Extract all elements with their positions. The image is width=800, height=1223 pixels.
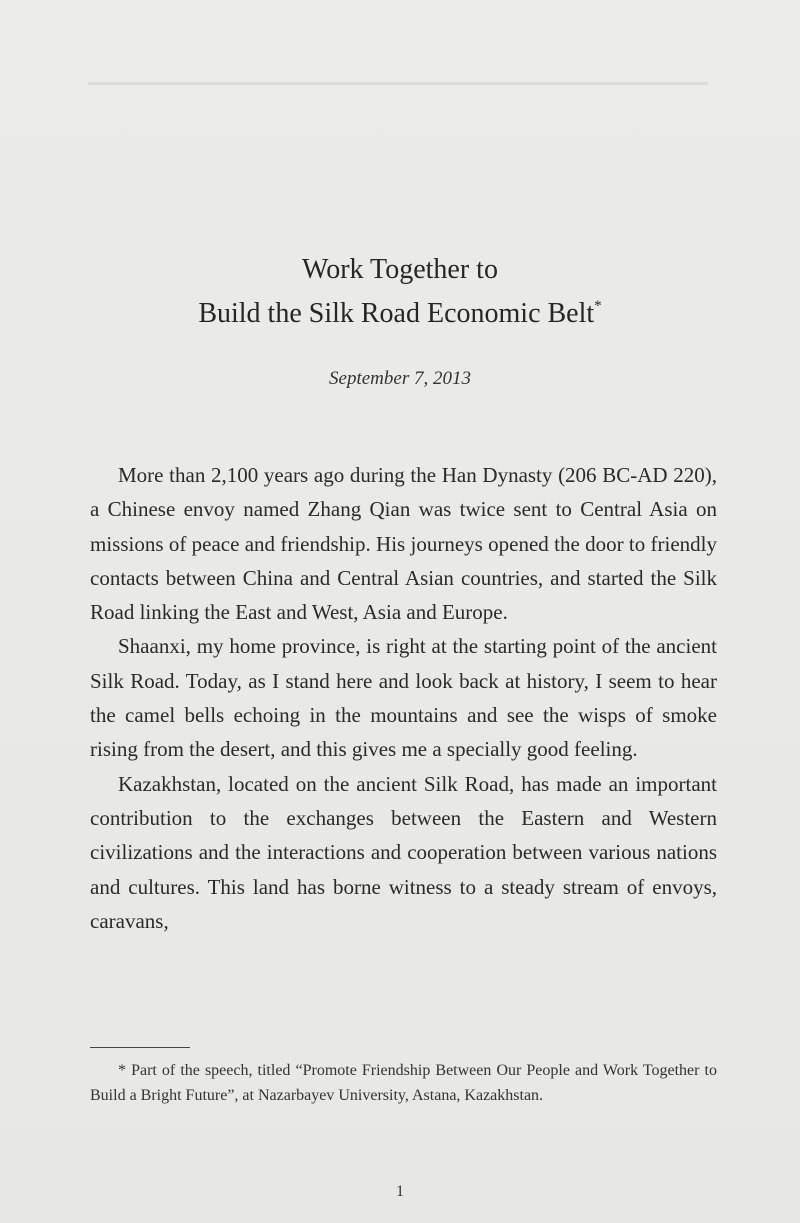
- paragraph: Shaanxi, my home province, is right at the starting point of the ancient Silk Road. Today, as I stand here and look back at history, I seem to hear the camel bells echoing in the mountains and see the wisps of smoke rising from the desert, and this gives me a specially good feeling.: [90, 634, 717, 762]
- footnote-divider: [90, 1047, 190, 1048]
- title-line-2-text: Build the Silk Road Economic Belt: [198, 298, 595, 329]
- chapter-title: [90, 248, 710, 336]
- title-line-2: [90, 292, 710, 336]
- paragraph: Kazakhstan, located on the ancient Silk Road, has made an important contribution to the exchanges between the Eastern and Western civilizations and the interactions and cooperation between various nations and cultures. This land has borne witness to a steady stream of envoys, caravans,: [90, 771, 717, 933]
- footnote: * Part of the speech, titled “Promote Friendship Between Our People and Work Together to Build a Bright Future”, at Nazarbayev University, Astana, Kazakhstan.: [90, 1062, 717, 1104]
- show-through-header: [88, 82, 708, 85]
- body-text: [90, 458, 717, 938]
- title-line-1: Work Together to: [302, 254, 498, 285]
- title-footnote-marker: *: [594, 298, 602, 314]
- page-number: 1: [396, 1183, 404, 1200]
- speech-date: September 7, 2013: [329, 368, 471, 389]
- paragraph: More than 2,100 years ago during the Han Dynasty (206 BC-AD 220), a Chinese envoy named Zhang Qian was twice sent to Central Asia on missions of peace and friendship. His journeys opened the door to friendly contacts between China and Central Asian countries, and started the Silk Road linking the East and West, Asia and Europe.: [90, 463, 717, 625]
